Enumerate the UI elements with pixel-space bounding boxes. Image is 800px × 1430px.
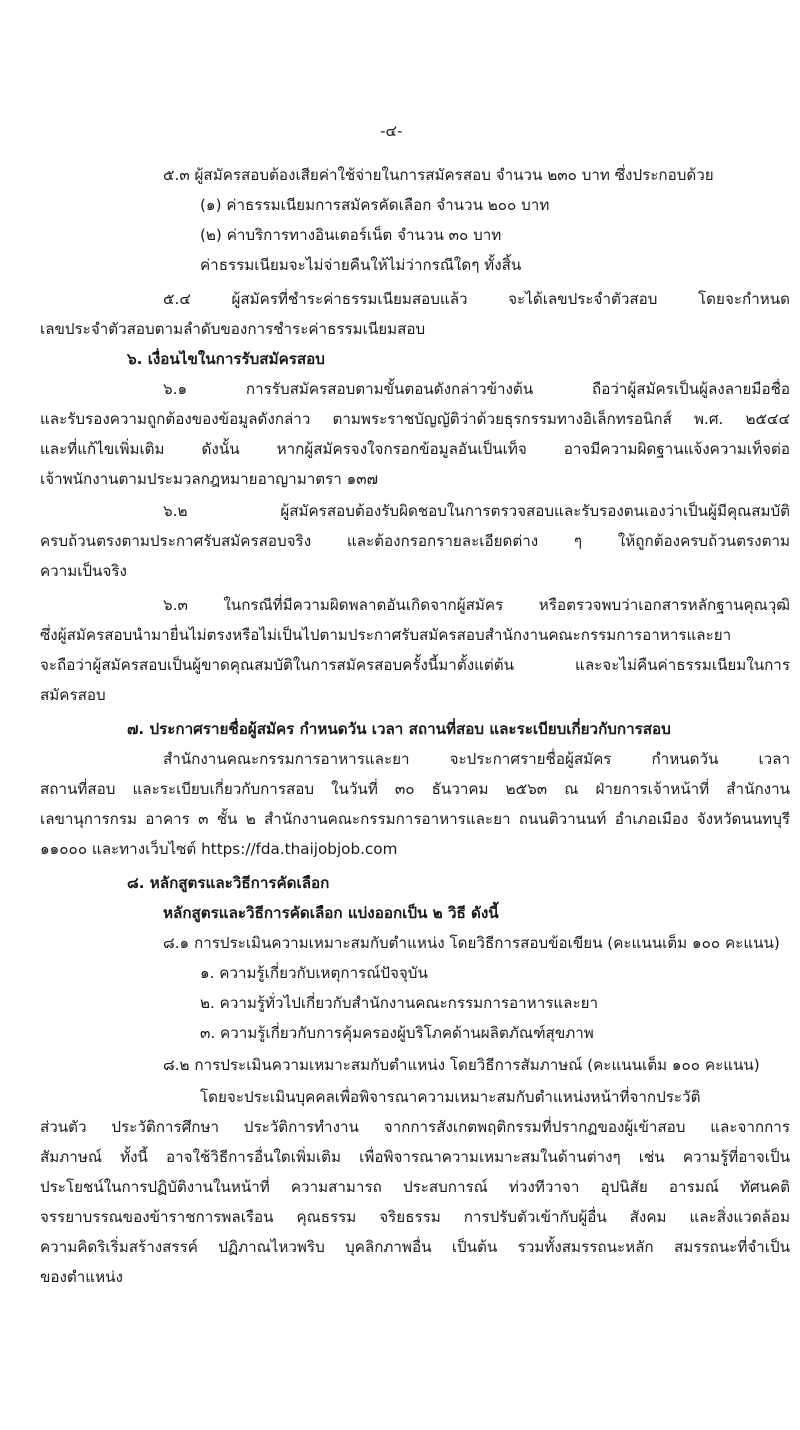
s6-p3-line-2: ซึ่งผู้สมัครสอบนำมายื่นไม่ตรงหรือไม่เป็นไปตามประกาศรับสมัครสอบสำนักงานคณะกรรมการอาหารและยา (40, 626, 732, 644)
s8-body-line-2: ส่วนตัว ประวัติการศึกษา ประวัติการทำงาน จากการสังเกตพฤติกรรมที่ปรากฏของผู้เข้าสอบ และจากการ (40, 1118, 790, 1136)
s6-p1-line-1: ๖.๑ การรับสมัครสอบตามขั้นตอนดังกล่าวข้างต้น ถือว่าผู้สมัครเป็นผู้ลงลายมือชื่อ (163, 380, 790, 398)
section-6-heading: ๖. เงื่อนไขในการรับสมัครสอบ (127, 350, 325, 368)
s6-p2-line-3: ความเป็นจริง (40, 562, 127, 580)
fee-item-internet: (๒) ค่าบริการทางอินเตอร์เน็ต จำนวน ๓๐ บาท (200, 226, 502, 244)
s8-interview: ๘.๒ การประเมินความเหมาะสมกับตำแหน่ง โดยวิธีการสัมภาษณ์ (คะแนนเต็ม ๑๐๐ คะแนน) (163, 1056, 760, 1074)
fee-item-application: (๑) ค่าธรรมเนียมการสมัครคัดเลือก จำนวน ๒๐๐ บาท (200, 196, 550, 214)
s6-p3-line-4: สมัครสอบ (40, 686, 106, 704)
fee-total-line: ๕.๓ ผู้สมัครสอบต้องเสียค่าใช้จ่ายในการสมัครสอบ จำนวน ๒๓๐ บาท ซึ่งประกอบด้วย (163, 166, 714, 184)
s8-item-3: ๓. ความรู้เกี่ยวกับการคุ้มครองผู้บริโภคด้านผลิตภัณฑ์สุขภาพ (200, 1024, 594, 1042)
section-8-subheading: หลักสูตรและวิธีการคัดเลือก แบ่งออกเป็น ๒ วิธี ดังนี้ (163, 904, 499, 922)
s8-body-line-5: จรรยาบรรณของข้าราชการพลเรือน คุณธรรม จริยธรรม การปรับตัวเข้ากับผู้อื่น สังคม และสิ่งแวดล้อม (40, 1208, 790, 1226)
s6-p1-line-4: เจ้าพนักงานตามประมวลกฎหมายอาญามาตรา ๑๓๗ (40, 470, 379, 488)
s6-p3-line-3: จะถือว่าผู้สมัครสอบเป็นผู้ขาดคุณสมบัติในการสมัครสอบครั้งนี้มาตั้งแต่ต้น และจะไม่คืนค่าธรรมเนียมในการ (40, 656, 790, 674)
fee-no-refund: ค่าธรรมเนียมจะไม่จ่ายคืนให้ไม่ว่ากรณีใดๆ ทั้งสิ้น (200, 256, 522, 274)
s8-body-line-7: ของตำแหน่ง (40, 1268, 123, 1286)
s8-written-exam: ๘.๑ การประเมินความเหมาะสมกับตำแหน่ง โดยวิธีการสอบข้อเขียน (คะแนนเต็ม ๑๐๐ คะแนน) (163, 934, 780, 952)
s7-line-3: เลขานุการกรม อาคาร ๓ ชั้น ๒ สำนักงานคณะกรรมการอาหารและยา ถนนติวานนท์ อำเภอเมือง จังหวัดนนทบุรี (40, 810, 790, 828)
section-7-heading: ๗. ประกาศรายชื่อผู้สมัคร กำหนดวัน เวลา สถานที่สอบ และระเบียบเกี่ยวกับการสอบ (127, 720, 671, 738)
s7-line-1: สำนักงานคณะกรรมการอาหารและยา จะประกาศรายชื่อผู้สมัคร กำหนดวัน เวลา (163, 750, 790, 768)
s6-p2-line-2: ครบถ้วนตรงตามประกาศรับสมัครสอบจริง และต้องกรอกรายละเอียดต่าง ๆ ให้ถูกต้องครบถ้วนตรงตาม (40, 532, 790, 550)
s6-p1-line-2: และรับรองความถูกต้องของข้อมูลดังกล่าว ตามพระราชบัญญัติว่าด้วยธุรกรรมทางอิเล็กทรอนิกส์ พ.ศ. ๒๕๔๔ (40, 410, 790, 428)
page-number: -๔- (380, 122, 403, 140)
s7-line-2: สถานที่สอบ และระเบียบเกี่ยวกับการสอบ ในวันที่ ๓๐ ธันวาคม ๒๕๖๓ ณ ฝ่ายการเจ้าหน้าที่ สำนักงาน (40, 780, 790, 798)
s7-line-4: ๑๑๐๐๐ และทางเว็บไซต์ https://fda.thaijobjob.com (40, 840, 398, 858)
s6-p2-line-1: ๖.๒ ผู้สมัครสอบต้องรับผิดชอบในการตรวจสอบและรับรองตนเองว่าเป็นผู้มีคุณสมบัติ (163, 502, 790, 520)
s6-p3-line-1: ๖.๓ ในกรณีที่มีความผิดพลาดอันเกิดจากผู้สมัคร หรือตรวจพบว่าเอกสารหลักฐานคุณวุฒิ (163, 596, 790, 614)
s8-item-1: ๑. ความรู้เกี่ยวกับเหตุการณ์ปัจจุบัน (200, 964, 428, 982)
s8-body-line-4: ประโยชน์ในการปฏิบัติงานในหน้าที่ ความสามารถ ประสบการณ์ ท่วงทีวาจา อุปนิสัย อารมณ์ ทัศนคติ (40, 1178, 790, 1196)
section-8-heading: ๘. หลักสูตรและวิธีการคัดเลือก (127, 874, 330, 892)
s6-p1-line-3: และที่แก้ไขเพิ่มเติม ดังนั้น หากผู้สมัครจงใจกรอกข้อมูลอันเป็นเท็จ อาจมีความผิดฐานแจ้งความเท็จต่อ (40, 440, 791, 458)
s8-body-line-6: ความคิดริเริ่มสร้างสรรค์ ปฏิภาณไหวพริบ บุคลิกภาพอื่น เป็นต้น รวมทั้งสมรรถนะหลัก สมรรถนะที่จำเป็น (40, 1238, 790, 1256)
s8-body-line-3: สัมภาษณ์ ทั้งนี้ อาจใช้วิธีการอื่นใดเพิ่มเติม เพื่อพิจารณาความเหมาะสมในด้านต่างๆ เช่น ความรู้ที่อาจเป็น (40, 1148, 790, 1166)
exam-id-order: เลขประจำตัวสอบตามลำดับของการชำระค่าธรรมเนียมสอบ (40, 320, 426, 338)
exam-id-line: ๕.๔ ผู้สมัครที่ชำระค่าธรรมเนียมสอบแล้ว จะได้เลขประจำตัวสอบ โดยจะกำหนด (163, 290, 790, 308)
s8-item-2: ๒. ความรู้ทั่วไปเกี่ยวกับสำนักงานคณะกรรมการอาหารและยา (200, 994, 599, 1012)
s8-body-line-1: โดยจะประเมินบุคคลเพื่อพิจารณาความเหมาะสมกับตำแหน่งหน้าที่จากประวัติ (200, 1088, 701, 1106)
